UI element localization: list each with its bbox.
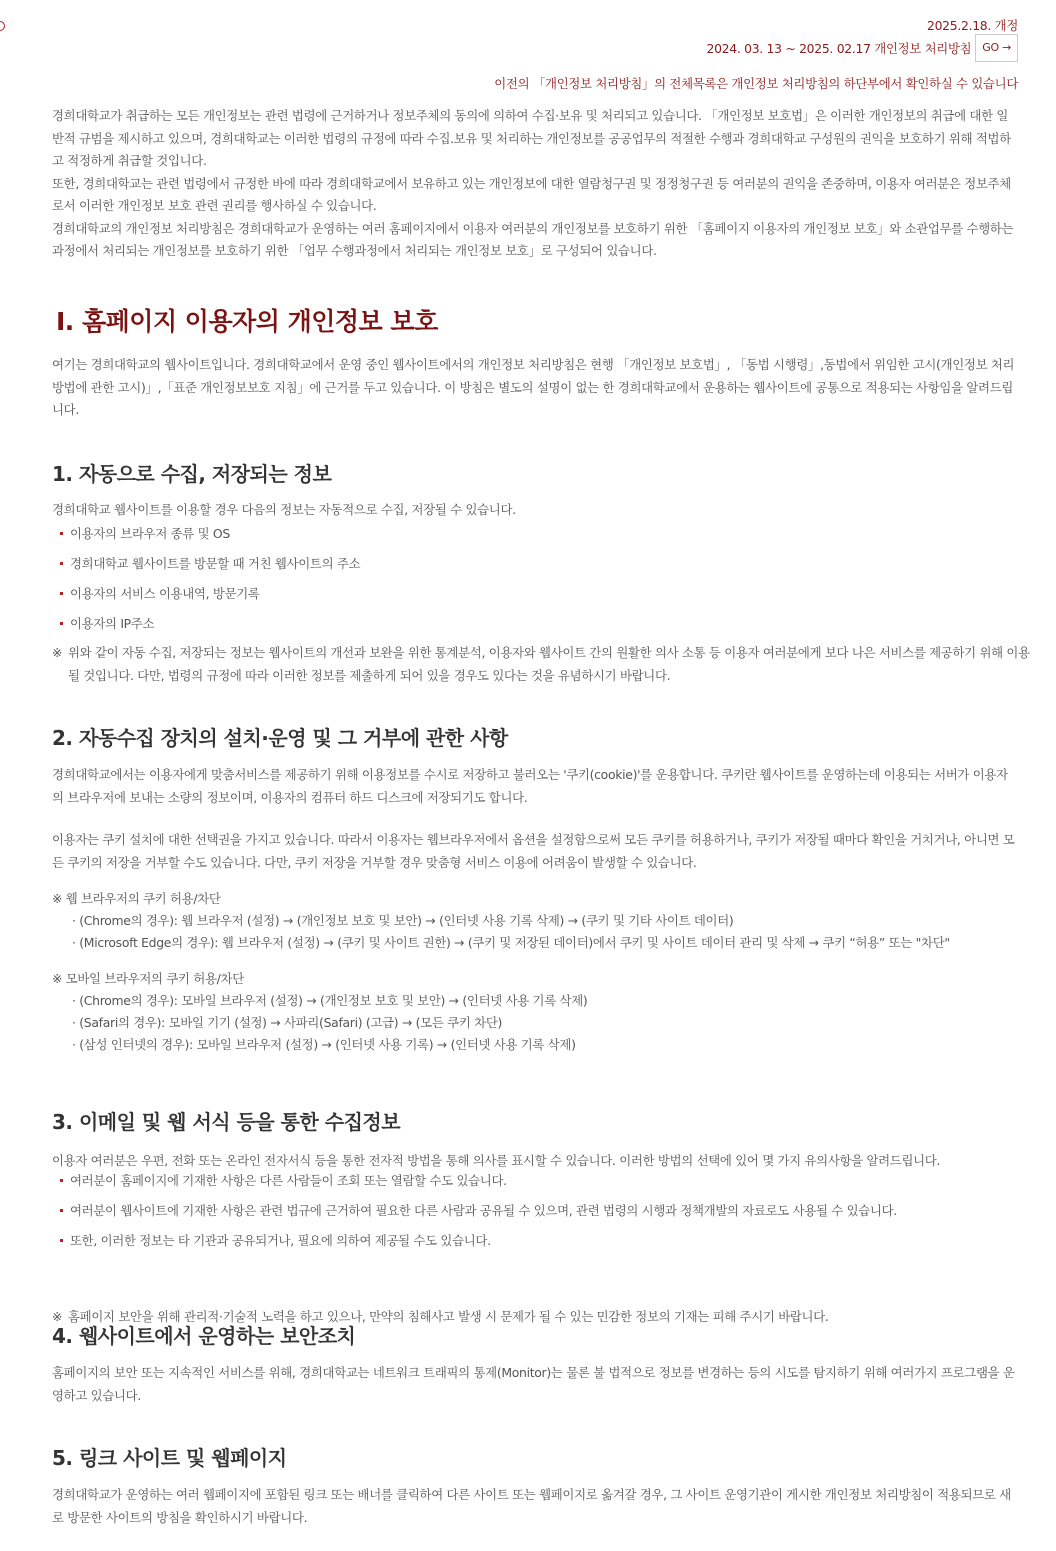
section-4-body (52, 1362, 1018, 1407)
list-item: 이용자의 서비스 이용내역, 방문기록 (52, 586, 1018, 602)
previous-policy-row (707, 34, 1019, 62)
list-item: 이용자의 브라우저 종류 및 OS (52, 526, 1018, 542)
note-mark: ※ (52, 1309, 63, 1324)
list-item: 여러분이 홈페이지에 기재한 사항은 다른 사람들이 조회 또는 열람할 수도 있습니다. (52, 1173, 1018, 1189)
chapter-desc-text: 여기는 경희대학교의 웹사이트입니다. 경희대학교에서 운영 중인 웹사이트에서의 개인정보 처리방침은 현행 「개인정보 보호법」, 「동법 시행령」,동법에서 위임한 고시(개인정보 처리 방법에 관한 고시)」,「표준 개인정보보호 지침」에 근거를 두고 있습니다. 이 방침은 별도의 설명이 없는 한 경희대학교에서 운용하는 웹사이트에 공통으로 적용되는 사항임을 알려드립니다. (52, 357, 1015, 417)
section-2-desc: 경희대학교에서는 이용자에게 맞춤서비스를 제공하기 위해 이용정보를 수시로 저장하고 불러오는 '쿠키(cookie)'를 운용합니다. 쿠키란 웹사이트를 운영하는데 이용되는 서버가 이용자의 브라우저에 보내는 소량의 정보이며, 이용자의 컴퓨터 하드 디스크에 저장되기도 합니다. (52, 767, 1008, 805)
list-item: 경희대학교 웹사이트를 방문할 때 거친 웹사이트의 주소 (52, 556, 1018, 572)
privacy-policy-page (52, 0, 1030, 1525)
section-1-title: 1. 자동으로 수집, 저장되는 정보 (52, 462, 332, 486)
go-button[interactable]: GO → (975, 34, 1018, 62)
section-1-list (52, 526, 1018, 632)
section-2-title: 2. 자동수집 장치의 설치·운영 및 그 거부에 관한 사항 (52, 726, 508, 750)
note-mark: ※ (52, 645, 63, 660)
mobile-browser-title: ※ 모바일 브라우저의 쿠키 허용/차단 (52, 971, 244, 986)
note-text: 위와 같이 자동 수집, 저장되는 정보는 웹사이트의 개선과 보완을 위한 통계분석, 이용자와 웹사이트 간의 원활한 의사 소통 등 이용자 여러분에게 보다 나은 서비스를 제공하기 위해 이용될 것입니다. 다만, 법령의 규정에 따라 이러한 정보를 제출하게 되어 있을 경우도 있다는 것을 유념하시기 바랍니다. (68, 645, 1030, 683)
section-5-desc: 경희대학교가 운영하는 여러 웹페이지에 포함된 링크 또는 배너를 클릭하여 다른 사이트 또는 웹페이지로 옮겨갈 경우, 그 사이트 운영기관이 게시한 개인정보 처리방침이 적용되므로 새로 방문한 사이트의 방침을 확인하시기 바랍니다. (52, 1487, 1011, 1525)
page-corner-marker (0, 21, 5, 31)
web-browser-title: ※ 웹 브라우저의 쿠키 허용/차단 (52, 891, 221, 906)
mobile-browser-item: · (Chrome의 경우): 모바일 브라우저 (설정) → (개인정보 보호 및 보안) → (인터넷 사용 기록 삭제) (72, 993, 588, 1008)
section-3-desc: 이용자 여러분은 우편, 전화 또는 온라인 전자서식 등을 통한 전자적 방법을 통해 의사를 표시할 수 있습니다. 이러한 방법의 선택에 있어 몇 가지 유의사항을 알려드립니다. (52, 1153, 941, 1168)
section-2-desc: 이용자는 쿠키 설치에 대한 선택권을 가지고 있습니다. 따라서 이용자는 웹브라우저에서 옵션을 설정함으로써 모든 쿠키를 허용하거나, 쿠키가 저장될 때마다 확인을 거치거나, 아니면 모든 쿠키의 저장을 거부할 수도 있습니다. 다만, 쿠키 저장을 거부할 경우 맞춤형 서비스 이용에 어려움이 발생할 수 있습니다. (52, 832, 1015, 870)
list-item: 또한, 이러한 정보는 타 기관과 공유되거나, 필요에 의하여 제공될 수도 있습니다. (52, 1233, 1018, 1249)
previous-policy-notice: 이전의 「개인정보 처리방침」의 전체목록은 개인정보 처리방침의 하단부에서 확인하실 수 있습니다 (494, 76, 1018, 91)
web-browser-item: · (Microsoft Edge의 경우): 웹 브라우저 (설정) → (쿠키 및 사이트 권한) → (쿠키 및 저장된 데이터)에서 쿠키 및 사이트 데이터 관리 및 삭제 → 쿠키 “허용” 또는 "차단" (72, 935, 950, 950)
intro-section (52, 105, 1018, 263)
previous-policy-label: 2024. 03. 13 ~ 2025. 02.17 개인정보 처리방침 (706, 41, 972, 56)
intro-paragraph: 또한, 경희대학교는 관련 법령에서 규정한 바에 따라 경희대학교에서 보유하고 있는 개인정보에 대한 열람청구권 및 정정청구권 등 여러분의 권익을 존중하며, 이용자 여러분은 정보주체로서 이러한 개인정보 보호 관련 권리를 행사하실 수 있습니다. (52, 175, 1011, 213)
section-1-desc: 경희대학교 웹사이트를 이용할 경우 다음의 정보는 자동적으로 수집, 저장될 수 있습니다. (52, 502, 516, 517)
revision-date: 2025.2.18. 개정 (927, 18, 1018, 33)
web-browser-cookie-settings (52, 888, 1018, 954)
chapter-description (52, 354, 1018, 422)
section-1-note (52, 642, 1034, 687)
section-3-list (52, 1173, 1018, 1249)
section-3-body (52, 1150, 1018, 1263)
mobile-browser-cookie-settings (52, 968, 1018, 1056)
web-browser-item: · (Chrome의 경우): 웹 브라우저 (설정) → (개인정보 보호 및 보안) → (인터넷 사용 기록 삭제) → (쿠키 및 기타 사이트 데이터) (72, 913, 734, 928)
section-2-body (52, 764, 1018, 874)
section-5-title: 5. 링크 사이트 및 웹페이지 (52, 1446, 287, 1470)
chapter-title: Ⅰ. 홈페이지 이용자의 개인정보 보호 (56, 307, 438, 336)
section-1-body (52, 499, 1018, 646)
list-item: 이용자의 IP주소 (52, 616, 1018, 632)
section-4-desc: 홈페이지의 보안 또는 지속적인 서비스를 위해, 경희대학교는 네트워크 트래픽의 통제(Monitor)는 물론 불 법적으로 정보를 변경하는 등의 시도를 탐지하기 위해 여러가지 프로그램을 운영하고 있습니다. (52, 1365, 1015, 1403)
mobile-browser-item: · (Safari의 경우): 모바일 기기 (설정) → 사파리(Safari) (고급) → (모든 쿠키 차단) (72, 1015, 503, 1030)
intro-paragraph: 경희대학교가 취급하는 모든 개인정보는 관련 법령에 근거하거나 정보주체의 동의에 의하여 수집·보유 및 처리되고 있습니다. 「개인정보 보호법」은 이러한 개인정보의 취급에 대한 일반적 규범을 제시하고 있으며, 경희대학교는 이러한 법령의 규정에 따라 수집.보유 및 처리하는 개인정보를 공공업무의 적절한 수행과 경희대학교 구성원의 권익을 보호하기 위해 적법하고 적정하게 취급할 것입니다. (52, 108, 1011, 168)
section-5-body (52, 1484, 1018, 1529)
list-item: 여러분이 웹사이트에 기재한 사항은 관련 법규에 근거하여 필요한 다른 사람과 공유될 수 있으며, 관련 법령의 시행과 정책개발의 자료로도 사용될 수 있습니다. (52, 1203, 1018, 1219)
mobile-browser-item: · (삼성 인터넷의 경우): 모바일 브라우저 (설정) → (인터넷 사용 기록) → (인터넷 사용 기록 삭제) (72, 1037, 576, 1052)
section-3-title: 3. 이메일 및 웹 서식 등을 통한 수집정보 (52, 1110, 401, 1134)
section-4-title: 4. 웹사이트에서 운영하는 보안조치 (52, 1324, 356, 1348)
intro-paragraph: 경희대학교의 개인정보 처리방침은 경희대학교가 운영하는 여러 홈페이지에서 이용자 여러분의 개인정보를 보호하기 위한 「홈페이지 이용자의 개인정보 보호」와 소관업무를 수행하는 과정에서 처리되는 개인정보를 보호하기 위한 「업무 수행과정에서 처리되는 개인정보 보호」로 구성되어 있습니다. (52, 220, 1014, 258)
note-text: 홈페이지 보안을 위해 관리적·기술적 노력을 하고 있으나, 만약의 침해사고 발생 시 문제가 될 수 있는 민감한 정보의 기재는 피해 주시기 바랍니다. (68, 1309, 829, 1324)
